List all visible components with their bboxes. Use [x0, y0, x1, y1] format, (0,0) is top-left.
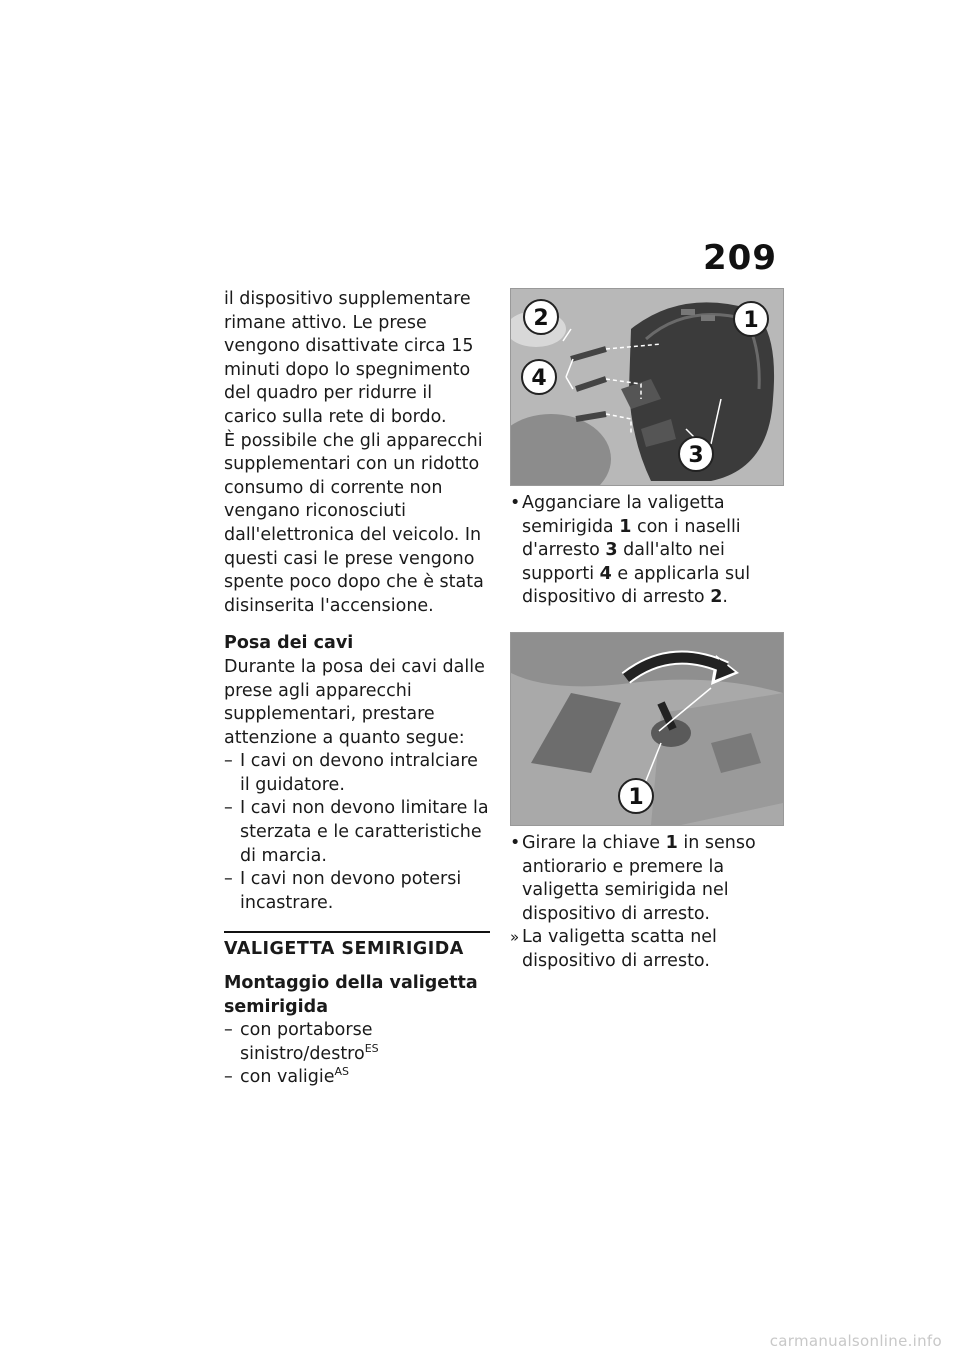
step-ref: 4 [599, 563, 612, 584]
step-text: Girare la chiave [522, 832, 666, 853]
step-text: Agganciare la valigetta semirigida [522, 493, 725, 537]
paragraph-active-device: il dispositivo supplementare rimane attivo. Le prese vengono disattivate circa 15 minuti dopo lo spegnimento del quadro per ridurre il carico sulla rete di bordo. [224, 289, 474, 427]
condition-item [224, 1019, 490, 1066]
condition-item [224, 1066, 490, 1090]
instruction-step [510, 492, 782, 610]
step-ref: 1 [619, 516, 632, 537]
right-column [510, 288, 782, 974]
figure-key-lock [510, 632, 784, 826]
condition-text: con portaborse sinistro/destro [240, 1020, 373, 1064]
callout-2: 2 [533, 306, 549, 331]
left-column [224, 288, 490, 1090]
list-item: – I cavi on devono intralciare il guidatore. [224, 750, 490, 797]
watermark: carmanualsonline.info [769, 1332, 942, 1350]
step-ref: 3 [605, 540, 618, 561]
cable-intro: Durante la posa dei cavi dalle prese agli apparecchi supplementari, prestare attenzione a quanto segue: [224, 656, 485, 748]
paragraph-low-consumption: È possibile che gli apparecchi supplementari con un ridotto consumo di corrente non vengano riconosciuti dall'elettronica del veicolo. In questi casi le prese vengono spente poco dopo che è stata disinserita l'accensione. [224, 430, 484, 616]
step-text: e applicarla sul dispositivo di arresto [522, 563, 751, 608]
step-ref: 1 [665, 832, 678, 853]
cable-heading: Posa dei cavi [224, 633, 354, 654]
list-item: – I cavi non devono potersi incastrare. [224, 868, 490, 915]
figure-case-mounting [510, 288, 784, 486]
callout-1: 1 [743, 308, 759, 333]
step-text: con i naselli d'arresto [522, 516, 741, 561]
callout-3: 3 [688, 443, 704, 468]
case-mounting-illustration [511, 289, 783, 485]
list-item: – I cavi non devono limitare la sterzata e le caratteristiche di marcia. [224, 797, 490, 868]
condition-text: con valigie [240, 1067, 335, 1088]
result-text: » La valigetta scatta nel dispositivo di arresto. [510, 926, 782, 973]
instruction-step [510, 832, 782, 926]
page-number: 209 [703, 238, 777, 278]
step-text: . [722, 587, 728, 608]
step-text: in senso antiorario e premere la valigetta semirigida nel dispositivo di arresto. [522, 832, 756, 924]
callout-4: 4 [531, 366, 547, 391]
section-divider [224, 931, 490, 933]
callout-1: 1 [628, 784, 644, 810]
subsection-title: Montaggio della valigetta semirigida [224, 973, 478, 1017]
section-title: VALIGETTA SEMIRIGIDA [224, 939, 464, 960]
step-text: dall'alto nei supporti [522, 540, 725, 584]
condition-code: AS [334, 1065, 350, 1079]
key-lock-illustration [511, 633, 783, 825]
step-ref: 2 [710, 587, 723, 608]
condition-code: ES [364, 1041, 379, 1055]
